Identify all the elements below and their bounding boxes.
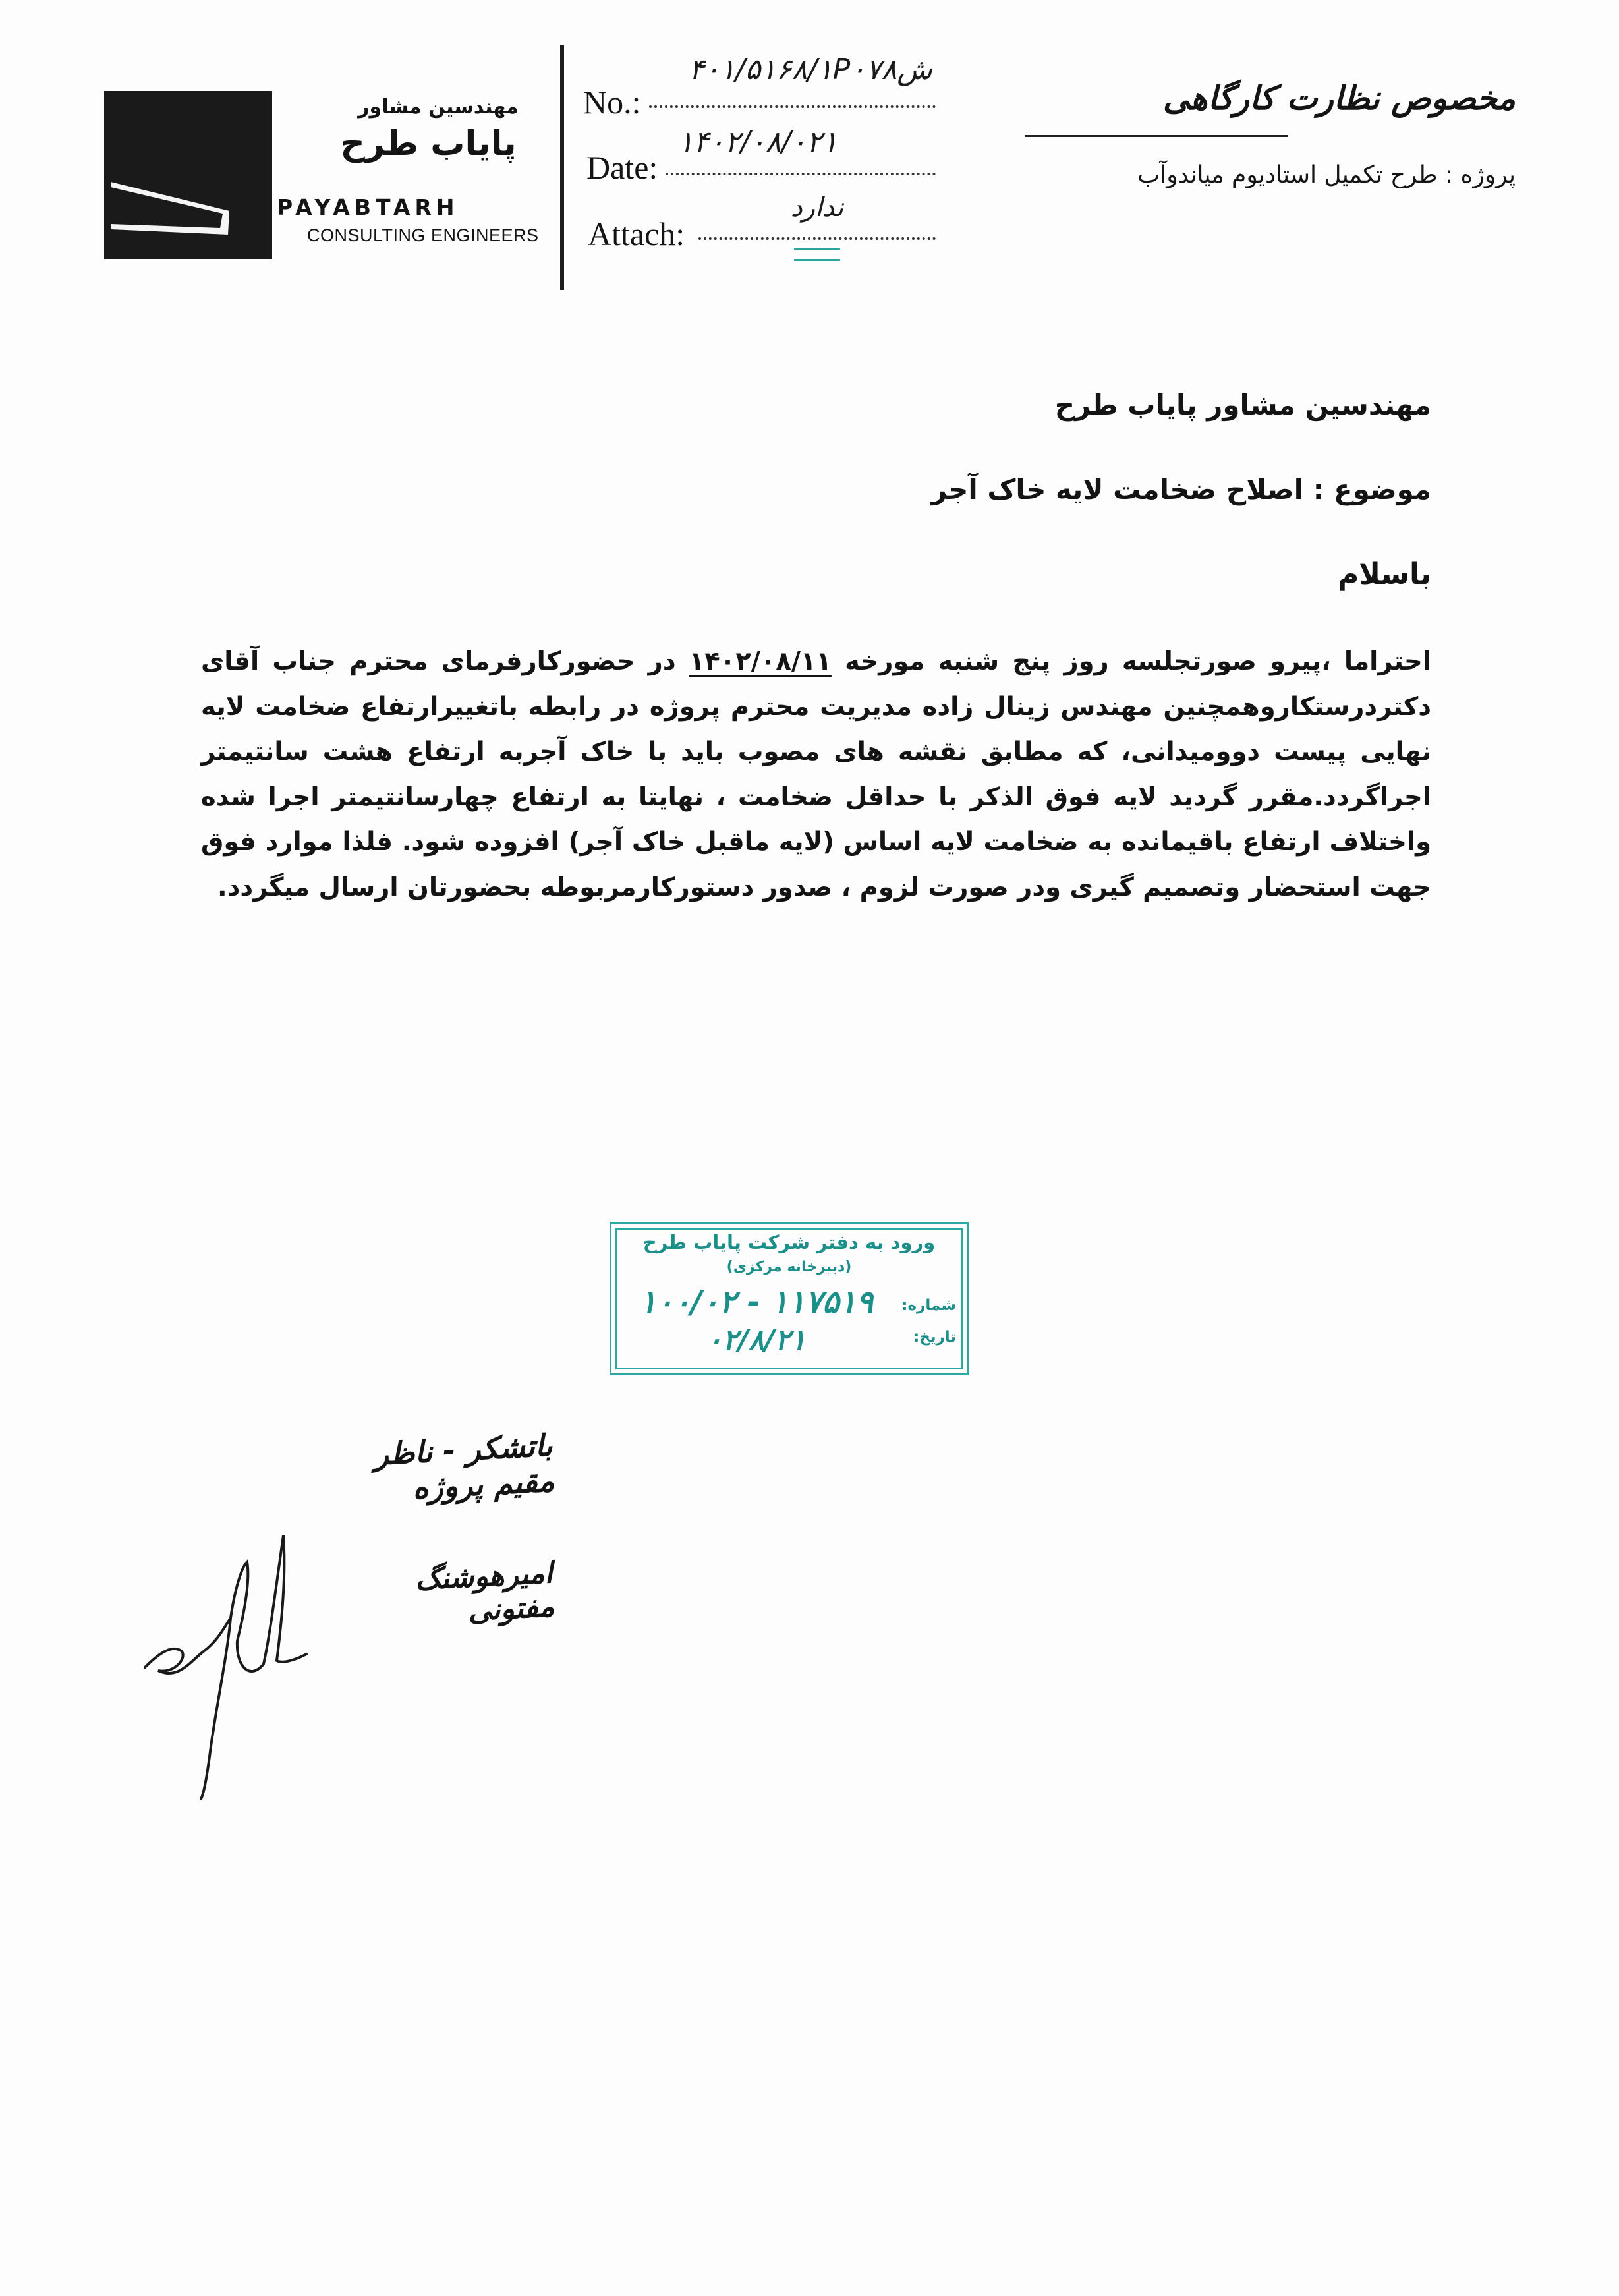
classification-underline bbox=[1025, 135, 1288, 137]
signer-name: امیرهوشنگ مفتونی bbox=[414, 1556, 555, 1628]
company-name-en: PAYABTARH bbox=[277, 194, 459, 220]
stamp-subtitle: (دبیرخانه مرکزی) bbox=[726, 1259, 852, 1275]
date-label: Date: bbox=[586, 149, 658, 186]
attach-dotted-line bbox=[698, 237, 936, 240]
recipient: مهندسین مشاور پایاب طرح bbox=[1054, 389, 1431, 421]
stamp-date: ۰۲/۸/۲۱ bbox=[706, 1323, 807, 1357]
subject: موضوع : اصلاح ضخامت لایه خاک آجر bbox=[930, 473, 1431, 505]
attach-label: Attach: bbox=[588, 215, 685, 252]
receipt-stamp bbox=[610, 1222, 969, 1375]
no-dotted-line bbox=[649, 105, 936, 108]
stamp-number: ۱۰۰/۰۲ - ۱۱۷۵۱۹ bbox=[639, 1284, 874, 1321]
document-classification: مخصوص نظارت کارگاهی bbox=[1162, 79, 1516, 117]
header-divider bbox=[560, 45, 564, 290]
greeting: باسلام bbox=[1338, 558, 1431, 591]
meeting-date: ۱۴۰۲/۰۸/۱۱ bbox=[689, 646, 832, 676]
stamp-date-label: تاریخ: bbox=[913, 1329, 956, 1346]
letter-date: ۱۴۰۲/۰۸/۰۲۱ bbox=[677, 125, 838, 159]
letter-number: ۴۰۱/۵۱۶۸/۱P۰۷۸ش bbox=[689, 53, 932, 86]
stamp-title: ورود به دفتر شرکت پایاب طرح bbox=[642, 1231, 936, 1253]
company-logo bbox=[104, 91, 272, 259]
company-name-fa: پایاب طرح bbox=[340, 124, 517, 163]
project-name: پروژه : طرح تکمیل استادیوم میاندوآب bbox=[1137, 161, 1516, 188]
no-label: No.: bbox=[583, 84, 641, 121]
body-intro: احتراما ،پیرو صورتجلسه روز پنج شنبه مورخه bbox=[845, 646, 1431, 676]
handwritten-signature bbox=[119, 1503, 329, 1806]
stamp-number-label: شماره: bbox=[901, 1297, 956, 1314]
signature-closing: باتشکر - ناظر مقیم پروژه bbox=[372, 1427, 555, 1506]
company-name-fa-small: مهندسین مشاور bbox=[358, 96, 519, 119]
letter-body bbox=[201, 639, 1431, 910]
company-tagline-en: CONSULTING ENGINEERS bbox=[307, 225, 539, 245]
body-main: در حضورکارفرمای محترم جناب آقای دکتردرستکاروهمچنین مهندس زینال زاده مدیریت محترم پروژه در رابطه باتغییرارتفاع ضخامت لایه نهایی پیست دوومیدانی، که مطابق نقشه های مصوب باید با خاک آجربه ارتفاع هشت سانتیمتر اجراگردد.مقرر گردید لایه فوق الذکر با حداقل ضخامت ، نهایتا به ارتفاع چهارسانتیمتر اجرا شده واختلاف ارتفاع باقیمانده به ضخامت لایه اساس (لایه ماقبل خاک آجر) افزوده شود. فلذا موارد فوق جهت استحضار وتصمیم گیری ودر صورت لزوم ، صدور دستورکارمربوطه بحضورتان ارسال میگردد. bbox=[201, 646, 1431, 902]
date-dotted-line bbox=[666, 173, 936, 175]
attach-underline-mark bbox=[794, 248, 840, 261]
attach-value: ندارد bbox=[790, 192, 844, 223]
